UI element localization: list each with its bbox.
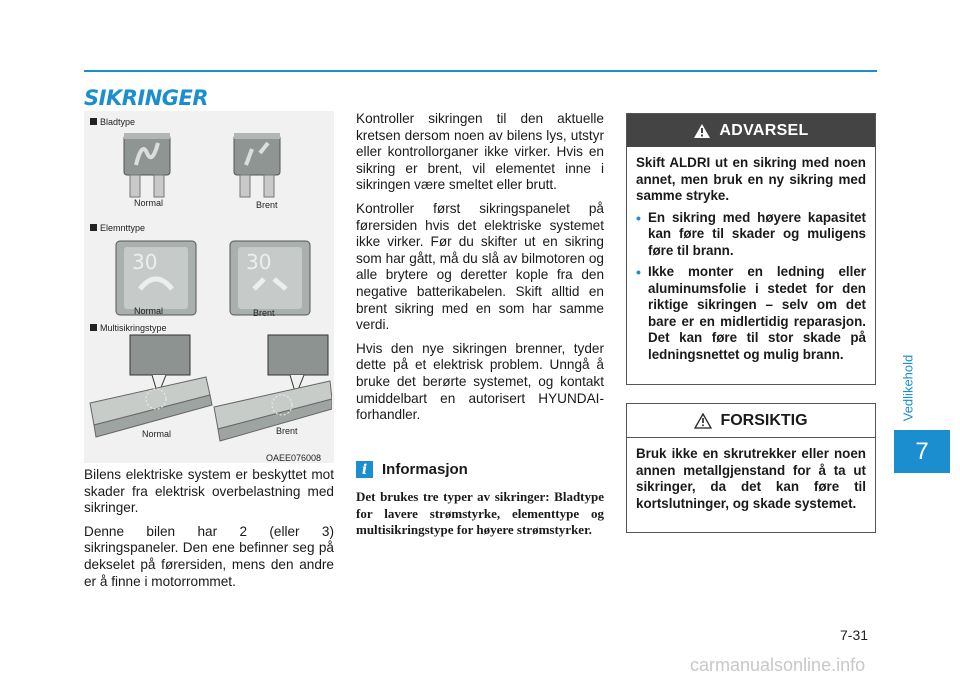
- paragraph: Kontroller først sikringspanelet på førersiden hvis det elektriske systemet ikke virker. Før du skifter ut en sikring som har gått, må du slå av bilmotoren og alle brytere og deretter kople fra den negative batterikabelen. Skift alltid en brent sikring med en som har samme verdi.: [356, 200, 604, 333]
- svg-text:30: 30: [246, 250, 272, 274]
- caution-body: Bruk ikke en skrutrekker eller noen annen metallgjenstand for å ta ut sikringer, da det kan føre til kortslutninger, og skade systemet.: [636, 446, 866, 511]
- warning-box: [626, 113, 876, 385]
- paragraph: Denne bilen har 2 (eller 3) sikringspaneler. Den ene befinner seg på dekselet på førersiden, mens den andre er å finne i motorrommet.: [84, 523, 334, 589]
- warning-intro: Skift ALDRI ut en sikring med noen annet, men bruk en ny sikring med samme stryke.: [636, 155, 866, 203]
- info-title: Informasjon: [382, 461, 468, 478]
- blade-burnt-label: Brent: [256, 200, 278, 210]
- section-label-multi: Multisikringstype: [90, 323, 167, 333]
- instructions-text: [356, 111, 604, 431]
- info-icon: i: [356, 461, 373, 478]
- page-number: 7-31: [840, 627, 869, 643]
- warning-bullet: • Ikke monter en ledning eller aluminumsfolie i stedet for den riktige sikringen – selv om det bare er en midlertidig reparasjon. Det kan føre til stor skade på ledningsnettet og mulig brann.: [636, 264, 866, 362]
- intro-text: [84, 467, 334, 597]
- caution-triangle-icon: [694, 413, 712, 429]
- warning-body: [627, 147, 875, 363]
- figure-code: OAEE076008: [266, 453, 322, 463]
- element-normal-label: Normal: [134, 306, 164, 316]
- info-body: Det brukes tre typer av sikringer: Bladtype for lavere strømstyrke, elementtype og multisikringstype for høyere strømstyrker.: [356, 489, 604, 537]
- blade-fuse-images: [122, 131, 282, 201]
- page-title: SIKRINGER: [84, 86, 209, 110]
- paragraph: Hvis den nye sikringen brenner, tyder dette på et elektrisk problem. Unngå å bruke det berørte systemet, og kontakt umiddelbart en autorisert HYUNDAI-forhandler.: [356, 340, 604, 423]
- info-heading: [356, 461, 468, 478]
- warning-header: ADVARSEL: [627, 114, 875, 147]
- caution-header: FORSIKTIG: [627, 404, 875, 438]
- header-rule: [84, 70, 877, 72]
- multi-burnt-label: Brent: [276, 426, 298, 436]
- paragraph: Bilens elektriske system er beskyttet mot skader fra elektrisk overbelastning med sikringer.: [84, 467, 334, 516]
- blade-normal-label: Normal: [134, 198, 164, 208]
- fuse-illustration: [84, 111, 334, 463]
- warning-bullet: • En sikring med høyere kapasitet kan føre til skader og muligens føre til brann.: [636, 209, 866, 258]
- element-burnt-label: Brent: [253, 308, 275, 318]
- svg-text:30: 30: [132, 250, 158, 274]
- warning-triangle-icon: [693, 123, 711, 139]
- section-label-element: Elemnttype: [90, 223, 145, 233]
- caution-box: [626, 403, 876, 533]
- chapter-number-tab: 7: [894, 430, 950, 473]
- footer-watermark: carmanualsonline.info: [690, 655, 866, 675]
- paragraph: Kontroller sikringen til den aktuelle kretsen dersom noen av bilens lys, utstyr eller kontrollorganer ikke virker. Hvis en sikring er brent, vil elementet inne i sikringen være smeltet eller brutt.: [356, 111, 604, 193]
- section-label-blade: Bladtype: [90, 117, 135, 127]
- multi-normal-label: Normal: [142, 429, 172, 439]
- chapter-tab-label: Vedlikehold: [900, 354, 916, 422]
